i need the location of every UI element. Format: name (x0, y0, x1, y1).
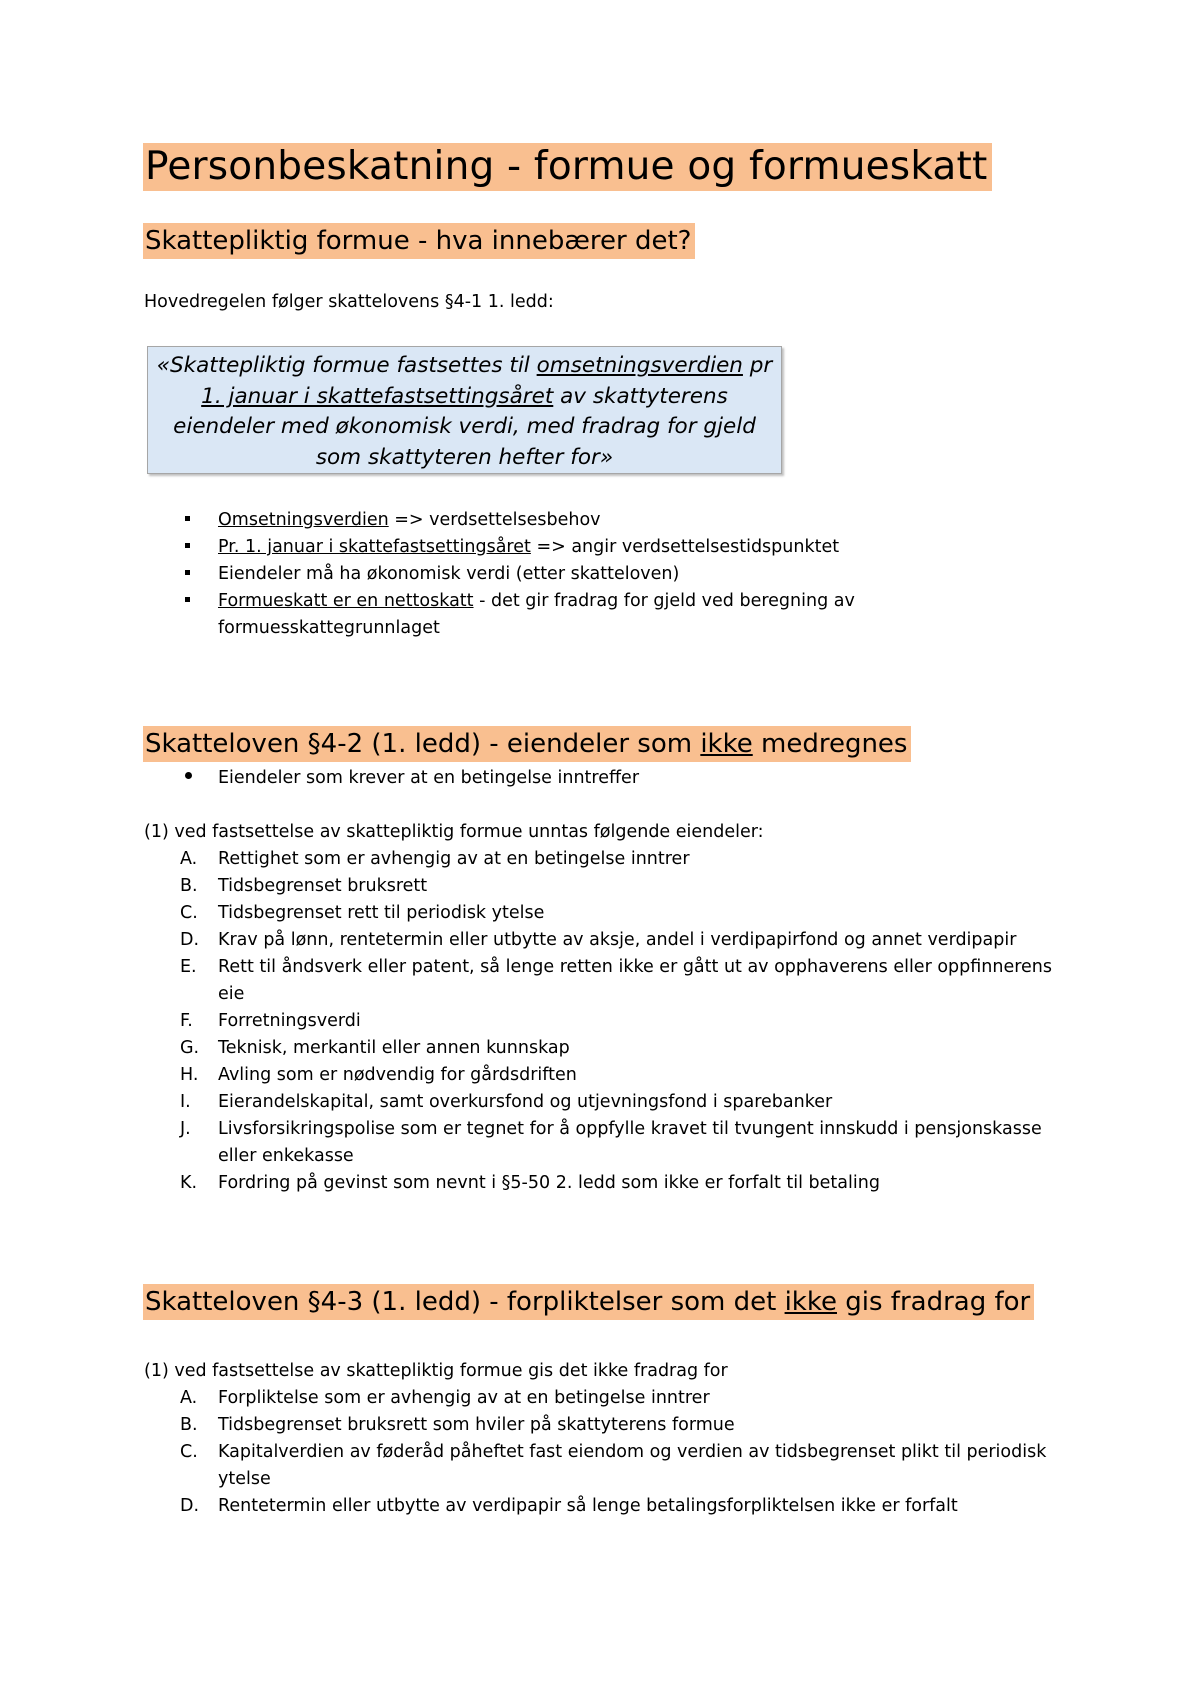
section3-lettered-list (180, 1385, 1080, 1520)
list-item-letter: E. (180, 957, 197, 977)
list-item (180, 846, 1080, 873)
bullet-text: - det gir fradrag for gjeld ved beregning av formuesskattegrunnlaget (218, 591, 855, 638)
list-item-letter: B. (180, 876, 198, 896)
list-item (180, 1116, 1080, 1170)
section1-intro: Hovedregelen følger skattelovens §4-1 1. ledd: (144, 292, 554, 312)
list-item-text: Rett til åndsverk eller patent, så lenge retten ikke er gått ut av opphaverens eller oppfinnerens eie (218, 957, 1053, 1004)
list-item-letter: H. (180, 1065, 199, 1085)
bullet-text: Eiendeler må ha økonomisk verdi (etter skatteloven) (218, 564, 680, 584)
quote-open: «Skattepliktig formue fastsettes til (156, 353, 537, 378)
list-item (185, 561, 885, 588)
list-item (180, 1439, 1080, 1493)
section2-heading-pre: Skatteloven §4-2 (1. ledd) - eiendeler som (145, 729, 701, 759)
list-item-text: Fordring på gevinst som nevnt i §5-50 2. ledd som ikke er forfalt til betaling (218, 1173, 880, 1193)
list-item-letter: A. (180, 1388, 198, 1408)
list-item-letter: I. (180, 1092, 191, 1112)
section2-heading-post: medregnes (752, 729, 908, 759)
section2-heading (143, 726, 911, 762)
list-item-text: Rentetermin eller utbytte av verdipapir så lenge betalingsforpliktelsen ikke er forfalt (218, 1496, 958, 1516)
list-item-text: Avling som er nødvendig for gårdsdriften (218, 1065, 577, 1085)
list-item (180, 1062, 1080, 1089)
quote-box (147, 346, 782, 474)
bullet-underlined: Formueskatt er en nettoskatt (218, 591, 474, 611)
list-item-text: Rettighet som er avhengig av at en betingelse inntrer (218, 849, 690, 869)
quote-mid: pr (742, 353, 773, 378)
square-bullet-icon (185, 516, 190, 521)
list-item-letter: C. (180, 1442, 198, 1462)
list-item (180, 1089, 1080, 1116)
list-item-letter: D. (180, 930, 200, 950)
section3-heading-post: gis fradrag for (836, 1287, 1031, 1317)
list-item-letter: K. (180, 1173, 198, 1193)
section1-heading: Skattepliktig formue - hva innebærer det? (143, 223, 695, 259)
bullet-text: Eiendeler som krever at en betingelse inntreffer (218, 768, 640, 788)
list-item (185, 588, 885, 642)
document-title: Personbeskatning - formue og formueskatt (143, 143, 992, 191)
list-item-letter: D. (180, 1496, 200, 1516)
list-item-letter: B. (180, 1415, 198, 1435)
list-item (180, 1008, 1080, 1035)
list-item (180, 1035, 1080, 1062)
section1-bullet-list (185, 507, 885, 642)
list-item-letter: F. (180, 1011, 193, 1031)
section2-bullet-list (185, 765, 885, 792)
section2-heading-underlined: ikke (700, 729, 753, 759)
list-item (180, 900, 1080, 927)
list-item-letter: G. (180, 1038, 200, 1058)
list-item (180, 1385, 1080, 1412)
quote-underlined-1: omsetningsverdien (536, 353, 743, 378)
bullet-text: => angir verdsettelsestidspunktet (530, 537, 840, 557)
list-item-text: Forretningsverdi (218, 1011, 361, 1031)
list-item (180, 1412, 1080, 1439)
bullet-underlined: Pr. 1. januar i skattefastsettingsåret (218, 537, 531, 557)
list-item (180, 873, 1080, 900)
quote-rest: av skattyterens eiendeler med økonomisk verdi, med fradrag for gjeld som skattyteren hefter for» (173, 383, 756, 470)
section2-lettered-list (180, 846, 1080, 1197)
list-item (185, 507, 885, 534)
list-item-letter: C. (180, 903, 198, 923)
list-item-letter: A. (180, 849, 198, 869)
round-bullet-icon (185, 772, 192, 779)
section3-intro: (1) ved fastsettelse av skattepliktig formue gis det ikke fradrag for (144, 1361, 728, 1381)
list-item-text: Tidsbegrenset bruksrett (218, 876, 428, 896)
list-item-text: Forpliktelse som er avhengig av at en betingelse inntrer (218, 1388, 710, 1408)
bullet-text: => verdsettelsesbehov (388, 510, 601, 530)
list-item-text: Krav på lønn, rentetermin eller utbytte av aksje, andel i verdipapirfond og annet verdipapir (218, 930, 1017, 950)
list-item (185, 534, 885, 561)
quote-underlined-2: 1. januar i skattefastsettingsåret (201, 383, 554, 409)
list-item-text: Tidsbegrenset bruksrett som hviler på skattyterens formue (218, 1415, 735, 1435)
list-item-text: Eierandelskapital, samt overkursfond og utjevningsfond i sparebanker (218, 1092, 833, 1112)
square-bullet-icon (185, 543, 190, 548)
square-bullet-icon (185, 570, 190, 575)
list-item-text: Livsforsikringspolise som er tegnet for å oppfylle kravet til tvungent innskudd i pensjonskasse eller enkekasse (218, 1119, 1042, 1166)
list-item (180, 1493, 1080, 1520)
list-item (180, 954, 1080, 1008)
list-item (185, 765, 885, 792)
section3-heading-underlined: ikke (784, 1287, 837, 1317)
section3-heading-pre: Skatteloven §4-3 (1. ledd) - forpliktelser som det (145, 1287, 785, 1317)
section2-intro: (1) ved fastsettelse av skattepliktig formue unntas følgende eiendeler: (144, 822, 764, 842)
list-item-text: Teknisk, merkantil eller annen kunnskap (218, 1038, 570, 1058)
list-item (180, 1170, 1080, 1197)
list-item (180, 927, 1080, 954)
bullet-underlined: Omsetningsverdien (218, 510, 389, 530)
list-item-text: Kapitalverdien av føderåd påheftet fast eiendom og verdien av tidsbegrenset plikt til periodisk ytelse (218, 1442, 1047, 1489)
square-bullet-icon (185, 597, 190, 602)
section3-heading (143, 1284, 1034, 1320)
list-item-text: Tidsbegrenset rett til periodisk ytelse (218, 903, 545, 923)
list-item-letter: J. (180, 1119, 191, 1139)
